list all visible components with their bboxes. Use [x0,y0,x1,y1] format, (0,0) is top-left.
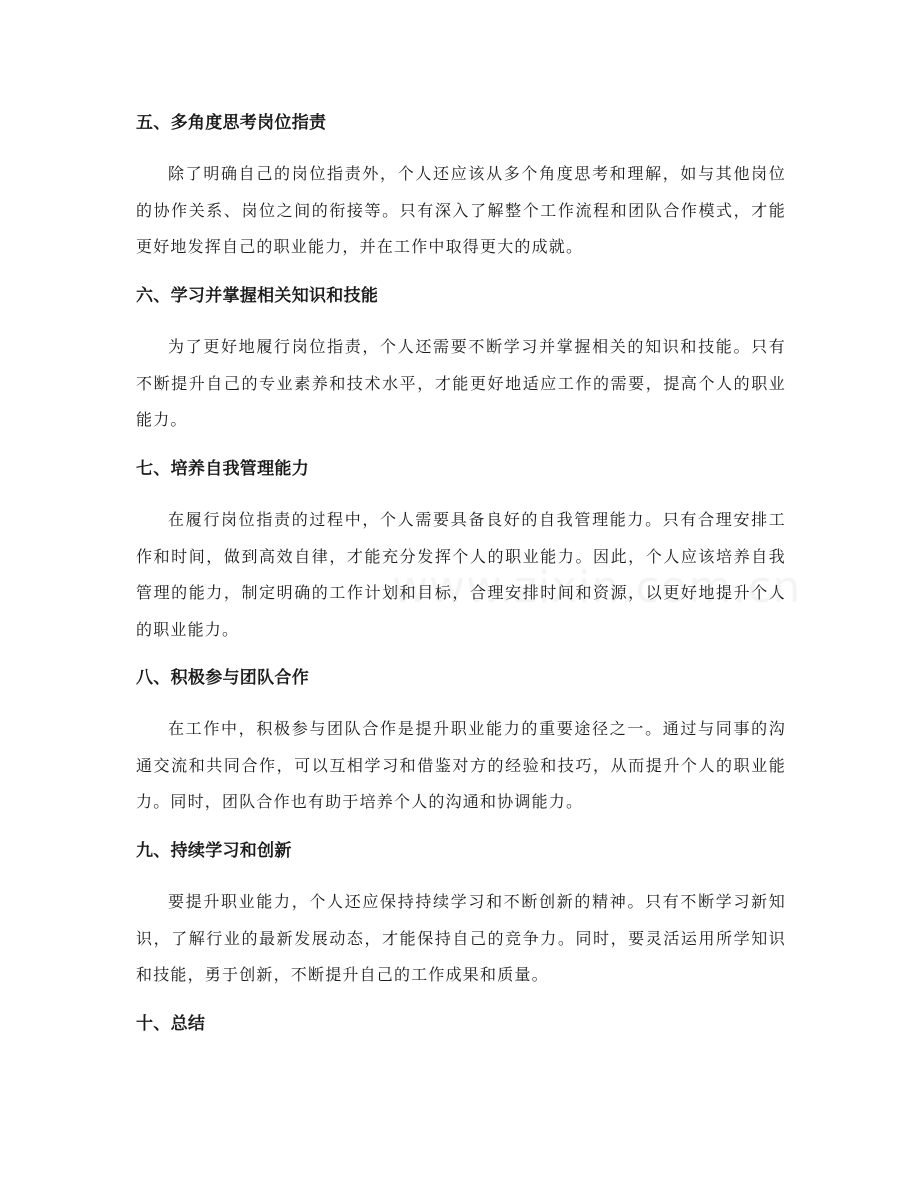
section-heading-10: 十、总结 [136,1014,206,1034]
section-paragraph-9: 要提升职业能力，个人还应保持持续学习和不断创新的精神。只有不断学习新知识，了解行业的最新发展动态，才能保持自己的竞争力。同时，要灵活运用所学知识和技能，勇于创新，不断提升自己的工作成果和质量。 [136,892,786,984]
section-heading-5: 五、多角度思考岗位指责 [136,113,327,133]
section-heading-6: 六、学习并掌握相关知识和技能 [136,286,379,306]
section-heading-8: 八、积极参与团队合作 [136,668,309,688]
section-heading-7: 七、培养自我管理能力 [136,459,309,479]
section-paragraph-7: 在履行岗位指责的过程中，个人需要具备良好的自我管理能力。只有合理安排工作和时间，做到高效自律，才能充分发挥个人的职业能力。因此，个人应该培养自我管理的能力，制定明确的工作计划和目标，合理安排时间和资源，以更好地提升个人的职业能力。 [136,510,786,639]
section-heading-9: 九、持续学习和创新 [136,841,292,861]
section-paragraph-5: 除了明确自己的岗位指责外，个人还应该从多个角度思考和理解，如与其他岗位的协作关系、岗位之间的衔接等。只有深入了解整个工作流程和团队合作模式，才能更好地发挥自己的职业能力，并在工作中取得更大的成就。 [136,164,786,256]
section-paragraph-6: 为了更好地履行岗位指责，个人还需要不断学习并掌握相关的知识和技能。只有不断提升自己的专业素养和技术水平，才能更好地适应工作的需要，提高个人的职业能力。 [136,337,786,429]
section-paragraph-8: 在工作中，积极参与团队合作是提升职业能力的重要途径之一。通过与同事的沟通交流和共同合作，可以互相学习和借鉴对方的经验和技巧，从而提升个人的职业能力。同时，团队合作也有助于培养个人的沟通和协调能力。 [136,719,786,811]
